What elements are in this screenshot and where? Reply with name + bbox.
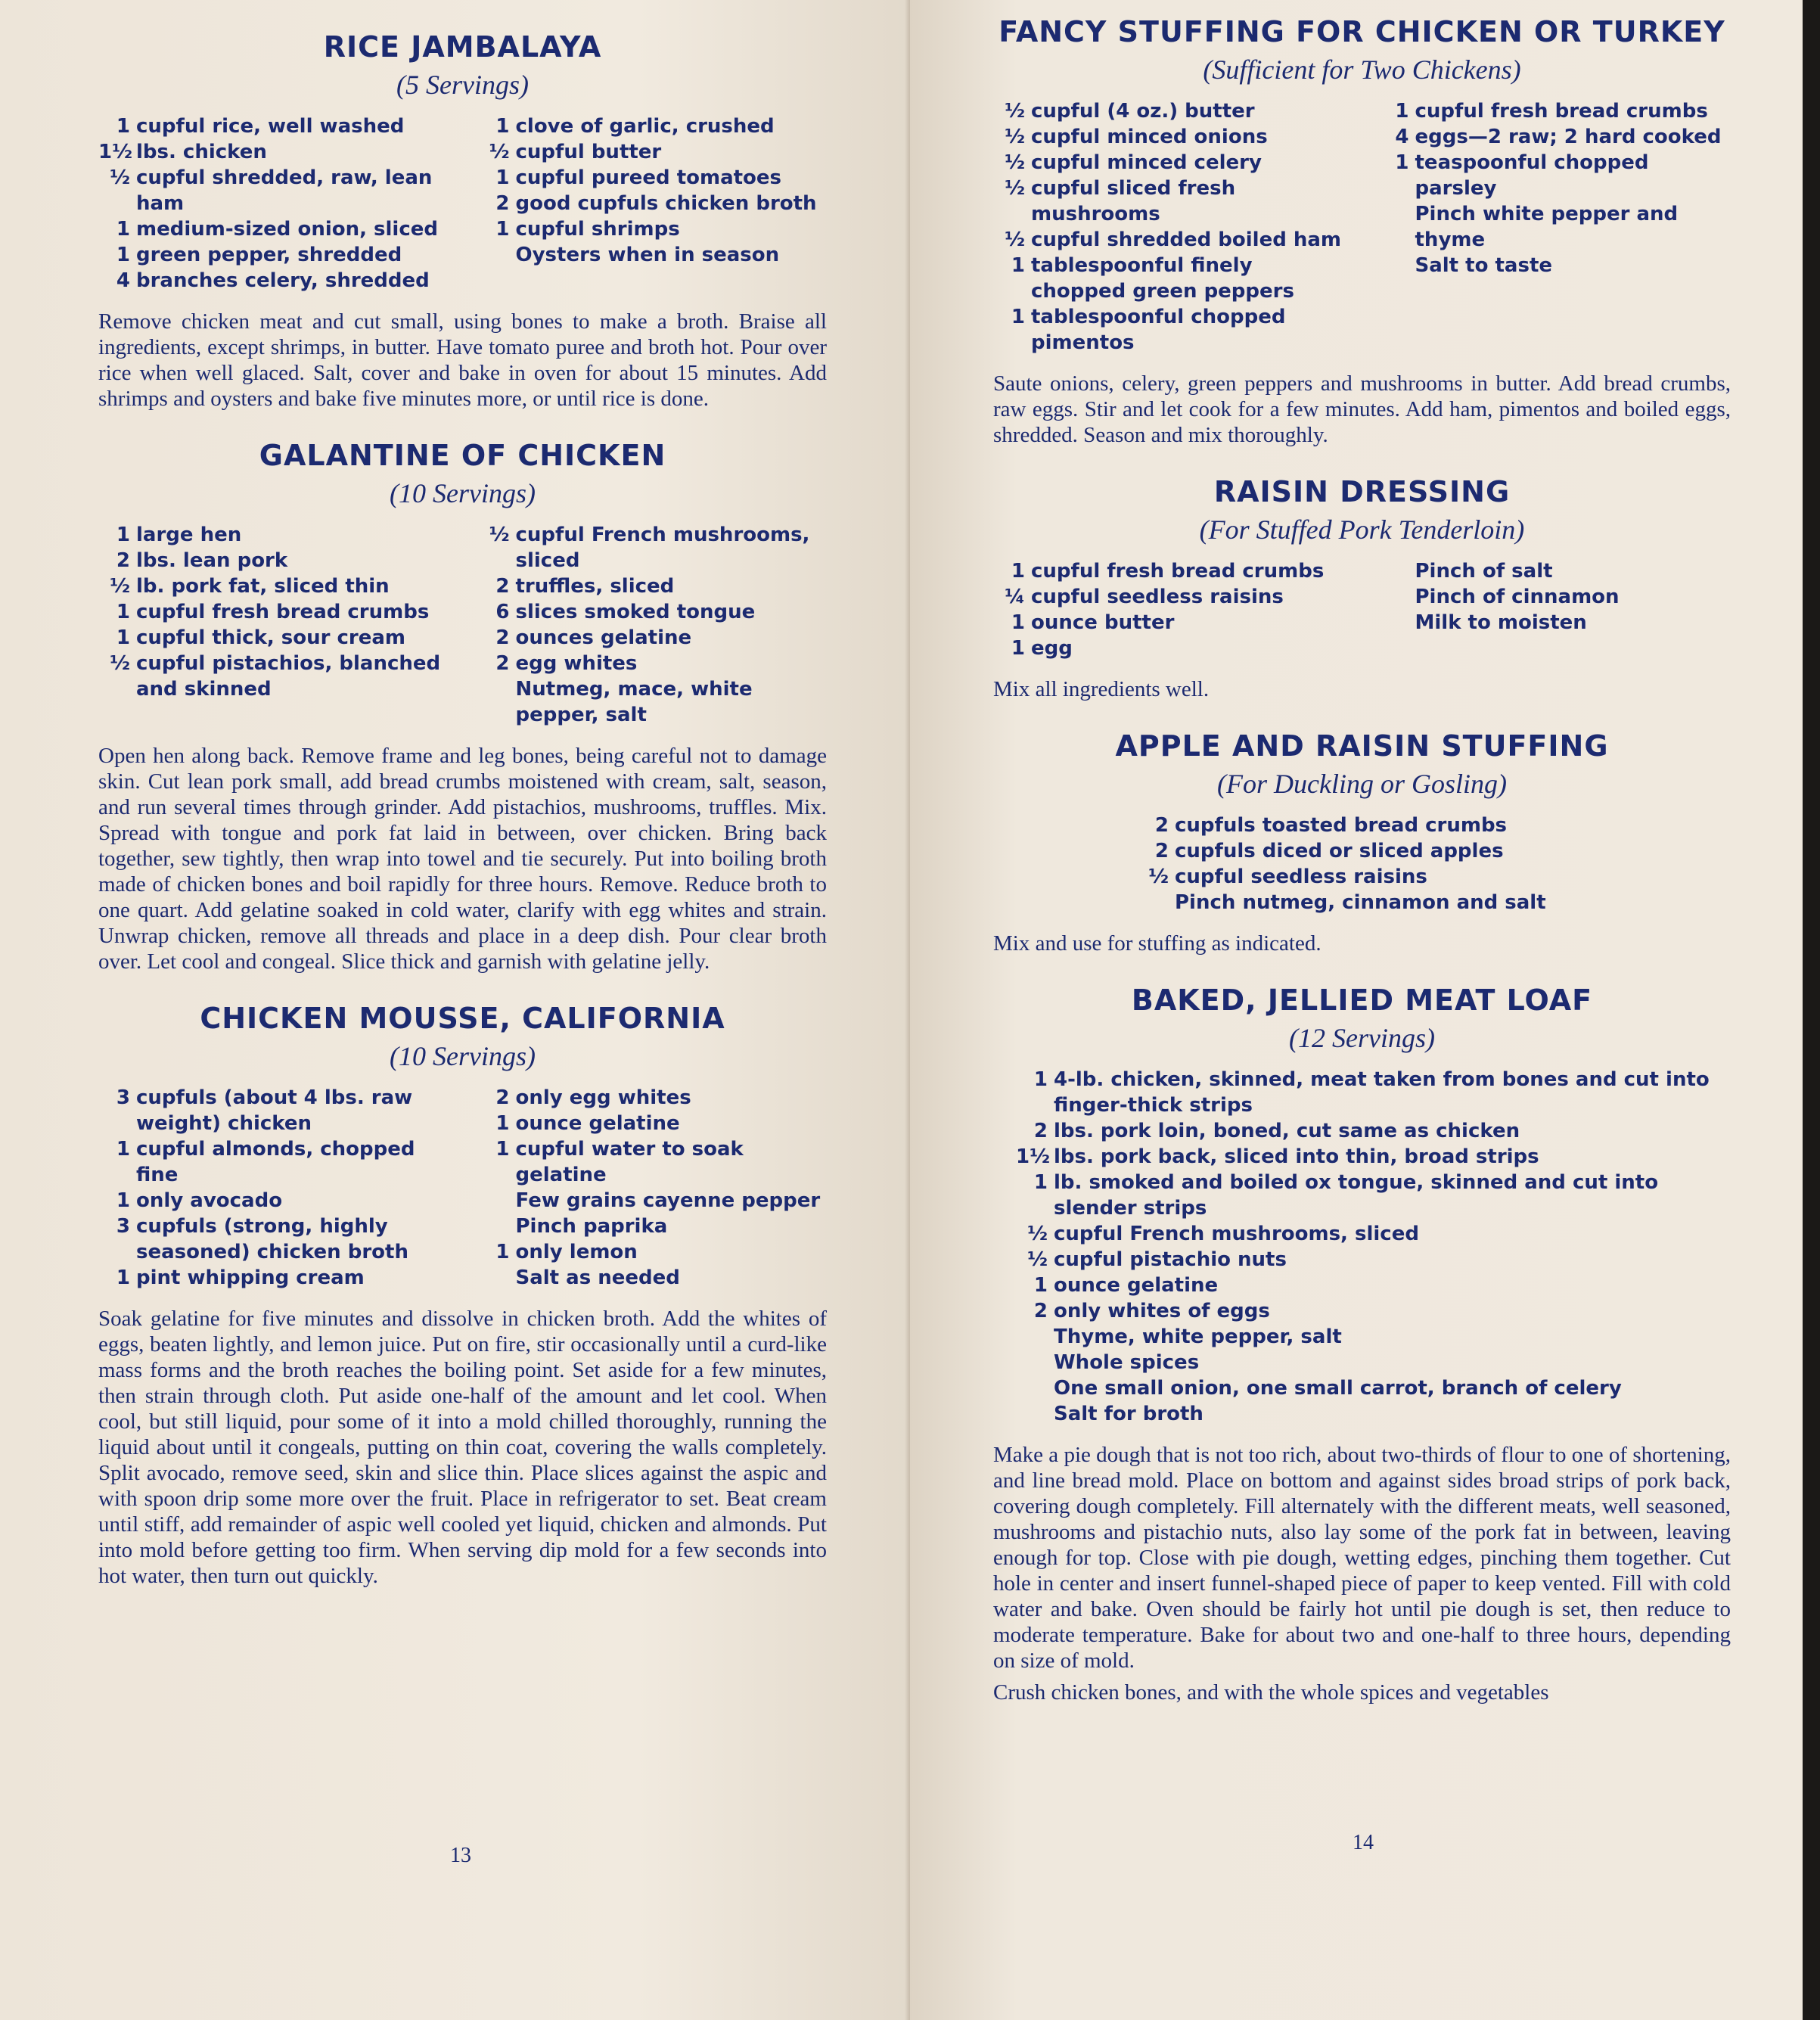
recipe-method: Saute onions, celery, green peppers and mushrooms in butter. Add bread crumbs, raw eggs. Stir and let cook for a few minutes. Add ham, pimentos and boiled eggs, shredded. Season and mix thoroughly.	[993, 371, 1731, 447]
recipe-title: CHICKEN MOUSSE, CALIFORNIA	[200, 1002, 725, 1035]
ingredient-item	[993, 610, 1347, 636]
ingredient-item	[993, 150, 1347, 176]
ingredient-text: ounces gelatine	[515, 626, 692, 649]
ingredient-text: slices smoked tongue	[515, 601, 756, 623]
ingredients	[98, 522, 827, 728]
recipe-method: Remove chicken meat and cut small, using bones to make a broth. Braise all ingredients, except shrimps, in butter. Have tomato puree and broth hot. Pour over rice when well glaced. Salt, cover and bake in oven for about 15 minutes. Add shrimps and oysters and bake five minutes more, or until rice is done.	[98, 309, 827, 411]
ingredient-item	[98, 242, 448, 268]
ingredient-quantity: ½	[1005, 126, 1025, 148]
ingredient-quantity: 1	[1011, 560, 1025, 583]
recipe-title: GALANTINE OF CHICKEN	[259, 439, 666, 472]
ingredient-item	[1377, 558, 1731, 584]
ingredient-text: tablespoonful chopped pimentos	[1031, 306, 1286, 354]
recipe-method: Mix and use for stuffing as indicated.	[993, 931, 1322, 956]
recipe-servings: (For Duckling or Gosling)	[1217, 769, 1507, 799]
ingredient-item	[478, 1136, 828, 1188]
ingredient-text: Salt to taste	[1415, 254, 1553, 277]
ingredient-item	[1377, 610, 1731, 636]
ingredient-quantity: 1	[116, 244, 130, 266]
recipe-section	[98, 30, 827, 412]
ingredient-text: Pinch of cinnamon	[1415, 586, 1620, 608]
ingredient-quantity: ½	[110, 166, 130, 189]
ingredient-item	[993, 636, 1347, 661]
ingredient-item	[1016, 1298, 1731, 1324]
ingredient-quantity: 1	[495, 1241, 510, 1263]
ingredient-quantity: 1	[1033, 1068, 1048, 1091]
ingredients	[993, 1067, 1731, 1427]
ingredient-quantity: ½	[1005, 177, 1025, 200]
ingredient-item	[478, 139, 828, 165]
ingredients	[993, 98, 1731, 356]
ingredient-quantity: 6	[495, 601, 510, 623]
ingredient-text: lbs. chicken	[136, 141, 267, 163]
ingredient-text: 4-lb. chicken, skinned, meat taken from bones and cut into finger-thick strips	[1054, 1068, 1710, 1117]
ingredient-item	[98, 599, 448, 625]
ingredient-quantity: 2	[495, 626, 510, 649]
ingredient-text: Thyme, white pepper, salt	[1054, 1325, 1342, 1348]
ingredient-item	[98, 522, 448, 548]
ingredient-text: Pinch nutmeg, cinnamon and salt	[1175, 891, 1546, 914]
ingredient-text: Oysters when in season	[515, 244, 780, 266]
ingredient-text: egg whites	[515, 652, 638, 675]
ingredient-item	[1137, 838, 1731, 864]
ingredient-list	[993, 98, 1347, 356]
ingredient-item	[478, 191, 828, 216]
ingredient-quantity: 1	[1033, 1171, 1048, 1194]
ingredient-item	[478, 216, 828, 242]
recipe-title: BAKED, JELLIED MEAT LOAF	[1131, 984, 1593, 1017]
recipe-method: Make a pie dough that is not too rich, about two-thirds of flour to one of shortening, and line bread mold. Place on bottom and against sides broad strips of pork back, covering dough completely. Fill alternately with the different meats, well seasoned, mushrooms and pistachio nuts, also lay some of the pork fat in between, leaving enough for top. Close with pie dough, wetting edges, pinching them together. Cut hole in center and insert funnel-shaped piece of paper to keep vented. Fill with cold water and bake. Oven should be fairly hot until pie dough is set, then reduce to moderate temperature. Bake for about two and one-half to three hours, depending on size of mold.	[993, 1443, 1731, 1673]
ingredients	[98, 113, 827, 294]
ingredient-text: lbs. lean pork	[136, 549, 288, 572]
ingredient-text: lb. smoked and boiled ox tongue, skinned and cut into slender strips	[1054, 1171, 1659, 1220]
ingredient-text: egg	[1031, 637, 1073, 660]
ingredient-item	[1377, 98, 1731, 124]
ingredient-list	[98, 522, 448, 728]
ingredient-text: cupful French mushrooms, sliced	[1054, 1223, 1419, 1245]
ingredient-text: cupful butter	[515, 141, 662, 163]
ingredient-item	[478, 1188, 828, 1214]
recipe-title: RICE JAMBALAYA	[323, 30, 602, 64]
recipe-servings: (5 Servings)	[396, 70, 529, 100]
ingredient-item	[478, 1239, 828, 1265]
ingredient-text: ounce gelatine	[515, 1112, 680, 1135]
ingredient-quantity: ½	[1005, 100, 1025, 123]
ingredient-list	[993, 813, 1731, 915]
ingredient-item	[1377, 584, 1731, 610]
ingredient-text: cupful rice, well washed	[136, 115, 405, 138]
ingredient-list	[478, 113, 828, 294]
ingredient-text: only whites of eggs	[1054, 1300, 1270, 1322]
ingredient-quantity: 1	[1011, 306, 1025, 328]
ingredient-text: cupful minced celery	[1031, 151, 1262, 174]
ingredient-text: cupful pistachios, blanched and skinned	[136, 652, 441, 701]
ingredient-quantity: 2	[1154, 840, 1169, 862]
ingredient-item	[1016, 1324, 1731, 1350]
ingredient-item	[1137, 813, 1731, 838]
ingredient-item	[993, 98, 1347, 124]
ingredient-text: ounce butter	[1031, 611, 1175, 634]
ingredient-item	[98, 113, 448, 139]
ingredient-list	[993, 558, 1347, 661]
ingredient-item	[478, 113, 828, 139]
ingredient-text: lbs. pork loin, boned, cut same as chicken	[1054, 1120, 1520, 1142]
ingredient-text: Pinch of salt	[1415, 560, 1553, 583]
ingredient-quantity: ½	[489, 524, 510, 546]
recipe-section	[98, 1002, 827, 1589]
ingredients	[98, 1085, 827, 1291]
recipe-method: Open hen along back. Remove frame and leg bones, being careful not to damage skin. Cut lean pork small, add bread crumbs moistened with cream, salt, season, and run several times through grinder. Add pistachios, mushrooms, truffles. Mix. Spread with tongue and pork fat laid in between, over chicken. Bring back together, sew tightly, then wrap into towel and tie securely. Put into boiling broth made of chicken bones and boil rapidly for three hours. Remove. Reduce broth to one quart. Add gelatine soaked in cold water, clarify with egg whites and strain. Unwrap chicken, remove all threads and place in a deep dish. Pour clear broth over. Let cool and congeal. Slice thick and garnish with gelatine jelly.	[98, 744, 827, 974]
ingredient-quantity: 2	[495, 575, 510, 598]
ingredient-quantity: 1	[116, 626, 130, 649]
ingredient-quantity: 1	[1011, 637, 1025, 660]
ingredient-item	[98, 573, 448, 599]
ingredient-item	[98, 268, 448, 294]
ingredient-text: truffles, sliced	[515, 575, 675, 598]
ingredient-item	[1016, 1118, 1731, 1144]
ingredient-quantity: 1	[1011, 611, 1025, 634]
ingredient-item	[1016, 1401, 1731, 1427]
ingredient-item	[1377, 201, 1731, 253]
ingredient-quantity: 1½	[98, 141, 133, 163]
ingredient-text: medium-sized onion, sliced	[136, 218, 439, 241]
ingredient-quantity: 2	[1033, 1300, 1048, 1322]
ingredient-text: only avocado	[136, 1189, 283, 1212]
page-number-right: 14	[1353, 1831, 1374, 1854]
ingredient-text: lb. pork fat, sliced thin	[136, 575, 390, 598]
recipe-section	[993, 729, 1731, 956]
recipe-title: RAISIN DRESSING	[1213, 475, 1511, 508]
ingredient-quantity: ½	[110, 652, 130, 675]
ingredient-item	[1016, 1144, 1731, 1170]
ingredient-text: cupful almonds, chopped fine	[136, 1138, 415, 1186]
ingredient-item	[98, 165, 448, 216]
ingredient-text: large hen	[136, 524, 242, 546]
ingredient-text: cupful water to soak gelatine	[515, 1138, 744, 1186]
ingredient-item	[478, 651, 828, 676]
ingredient-quantity: 1	[116, 218, 130, 241]
ingredient-item	[478, 573, 828, 599]
ingredient-item	[993, 124, 1347, 150]
ingredient-item	[98, 1188, 448, 1214]
ingredient-text: cupful shredded boiled ham	[1031, 228, 1342, 251]
ingredient-text: cupful thick, sour cream	[136, 626, 406, 649]
ingredient-quantity: 1	[1395, 151, 1409, 174]
ingredient-quantity: 1	[1033, 1274, 1048, 1297]
ingredient-quantity: 4	[1395, 126, 1409, 148]
recipe-section	[993, 475, 1731, 702]
ingredient-item	[478, 1111, 828, 1136]
ingredient-item	[98, 625, 448, 651]
recipe-method-continued: Crush chicken bones, and with the whole spices and vegetables	[993, 1680, 1549, 1705]
page-number-left: 13	[450, 1844, 471, 1867]
ingredient-quantity: 1	[116, 1189, 130, 1212]
ingredient-list	[98, 1085, 448, 1291]
ingredient-text: only egg whites	[515, 1086, 691, 1109]
ingredient-text: cupfuls (about 4 lbs. raw weight) chicken	[136, 1086, 413, 1135]
ingredient-text: eggs—2 raw; 2 hard cooked	[1415, 126, 1722, 148]
ingredient-quantity: 1	[116, 601, 130, 623]
ingredient-text: Nutmeg, mace, white pepper, salt	[515, 678, 753, 726]
recipe-method: Mix all ingredients well.	[993, 677, 1210, 701]
ingredient-text: lbs. pork back, sliced into thin, broad strips	[1054, 1145, 1539, 1168]
ingredient-text: Salt as needed	[515, 1266, 680, 1289]
ingredient-item	[993, 304, 1347, 356]
ingredient-text: tablespoonful finely chopped green peppers	[1031, 254, 1294, 303]
ingredient-quantity: 1	[1395, 100, 1409, 123]
ingredient-quantity: ¼	[1005, 586, 1025, 608]
ingredient-list	[98, 113, 448, 294]
ingredient-quantity: 1	[1011, 254, 1025, 277]
ingredient-quantity: 4	[116, 269, 130, 292]
ingredient-text: cupful shredded, raw, lean ham	[136, 166, 433, 215]
ingredient-item	[1016, 1221, 1731, 1247]
recipe-servings: (10 Servings)	[390, 478, 536, 508]
ingredient-text: cupful (4 oz.) butter	[1031, 100, 1255, 123]
ingredient-quantity: 2	[495, 1086, 510, 1109]
ingredient-item	[1377, 150, 1731, 201]
ingredient-list	[993, 1067, 1731, 1427]
ingredient-text: cupful pistachio nuts	[1054, 1248, 1287, 1271]
ingredient-quantity: 2	[495, 652, 510, 675]
ingredient-list	[1377, 558, 1731, 661]
ingredient-text: Milk to moisten	[1415, 611, 1587, 634]
recipe-servings: (Sufficient for Two Chickens)	[1203, 54, 1521, 85]
ingredient-quantity: 1½	[1016, 1145, 1051, 1168]
back-cover-edge	[1803, 0, 1820, 2020]
ingredient-text: One small onion, one small carrot, branch of celery	[1054, 1377, 1622, 1400]
ingredient-quantity: 1	[116, 1138, 130, 1161]
ingredient-quantity: 1	[495, 1138, 510, 1161]
ingredient-quantity: 1	[495, 115, 510, 138]
ingredient-item	[1016, 1350, 1731, 1375]
ingredient-text: pint whipping cream	[136, 1266, 365, 1289]
ingredient-text: cupful French mushrooms, sliced	[515, 524, 810, 572]
ingredient-text: cupful shrimps	[515, 218, 680, 241]
ingredient-quantity: ½	[1005, 228, 1025, 251]
ingredient-quantity: 1	[116, 1266, 130, 1289]
recipe-title: FANCY STUFFING FOR CHICKEN OR TURKEY	[999, 15, 1725, 48]
ingredient-item	[98, 1085, 448, 1136]
ingredient-list	[478, 1085, 828, 1291]
ingredient-text: cupful seedless raisins	[1175, 865, 1427, 888]
ingredient-text: cupfuls (strong, highly seasoned) chicken broth	[136, 1215, 408, 1263]
ingredient-text: Pinch paprika	[515, 1215, 668, 1238]
recipe-title: APPLE AND RAISIN STUFFING	[1115, 729, 1609, 763]
ingredient-text: clove of garlic, crushed	[515, 115, 775, 138]
ingredient-item	[478, 165, 828, 191]
ingredient-text: cupful fresh bread crumbs	[1031, 560, 1325, 583]
recipe-section	[993, 984, 1731, 1705]
ingredient-quantity: 1	[495, 1112, 510, 1135]
ingredient-quantity: 3	[116, 1215, 130, 1238]
ingredient-text: cupfuls toasted bread crumbs	[1175, 814, 1508, 837]
ingredients	[993, 813, 1731, 915]
ingredient-text: cupful minced onions	[1031, 126, 1268, 148]
recipe-servings: (For Stuffed Pork Tenderloin)	[1199, 514, 1525, 545]
ingredient-item	[1137, 890, 1731, 915]
ingredient-text: good cupfuls chicken broth	[515, 192, 817, 215]
ingredient-text: Few grains cayenne pepper	[515, 1189, 821, 1212]
ingredient-text: green pepper, shredded	[136, 244, 402, 266]
ingredient-text: cupful seedless raisins	[1031, 586, 1284, 608]
ingredient-item	[98, 139, 448, 165]
ingredient-list	[478, 522, 828, 728]
ingredient-item	[478, 1085, 828, 1111]
ingredient-item	[993, 253, 1347, 304]
ingredient-item	[98, 548, 448, 573]
ingredient-item	[478, 676, 828, 728]
ingredient-quantity: ½	[1005, 151, 1025, 174]
right-page	[910, 0, 1803, 2020]
ingredient-quantity: ½	[1148, 865, 1169, 888]
ingredient-quantity: 1	[116, 524, 130, 546]
ingredient-quantity: 1	[495, 218, 510, 241]
ingredient-text: cupful sliced fresh mushrooms	[1031, 177, 1236, 225]
recipe-method: Soak gelatine for five minutes and dissolve in chicken broth. Add the whites of eggs, beaten lightly, and lemon juice. Put on fire, stir occasionally until a curd-like mass forms and the broth reaches the boiling point. Set aside for a few minutes, then strain through cloth. Put aside one-half of the amount and let cool. When cool, but still liquid, pour some of it into a mold chilled thoroughly, running the liquid about until it congeals, putting on thin coat, covering the walls completely. Split avocado, remove seed, skin and slice thin. Place slices against the aspic and with spoon drip some more over the fruit. Place in refrigerator to set. Beat cream until stiff, add remainder of aspic well cooled yet liquid, chicken and almonds. Put into mold before getting too firm. When serving dip mold for a few seconds into hot water, then turn out quickly.	[98, 1307, 827, 1588]
ingredient-item	[993, 176, 1347, 227]
ingredient-text: Whole spices	[1054, 1351, 1200, 1374]
ingredient-text: Pinch white pepper and thyme	[1415, 203, 1679, 251]
ingredient-item	[98, 1214, 448, 1265]
ingredient-item	[478, 599, 828, 625]
ingredient-item	[478, 242, 828, 268]
recipe-section	[993, 15, 1731, 448]
ingredient-item	[1016, 1067, 1731, 1118]
ingredient-quantity: ½	[1027, 1223, 1048, 1245]
ingredient-item	[1016, 1375, 1731, 1401]
ingredient-item	[1016, 1273, 1731, 1298]
recipe-servings: (12 Servings)	[1289, 1023, 1435, 1053]
ingredient-item	[993, 584, 1347, 610]
ingredient-quantity: ½	[110, 575, 130, 598]
ingredient-item	[1016, 1170, 1731, 1221]
ingredient-item	[1137, 864, 1731, 890]
ingredient-item	[478, 522, 828, 573]
ingredient-item	[98, 216, 448, 242]
ingredient-item	[98, 651, 448, 702]
ingredient-text: cupful fresh bread crumbs	[1415, 100, 1708, 123]
ingredient-text: cupful pureed tomatoes	[515, 166, 782, 189]
ingredient-text: teaspoonful chopped parsley	[1415, 151, 1649, 200]
recipe-servings: (10 Servings)	[390, 1041, 536, 1071]
ingredient-item	[1016, 1247, 1731, 1273]
ingredient-quantity: 2	[1033, 1120, 1048, 1142]
ingredient-item	[1377, 124, 1731, 150]
ingredient-quantity: 1	[116, 115, 130, 138]
ingredient-quantity: ½	[1027, 1248, 1048, 1271]
ingredient-quantity: 2	[116, 549, 130, 572]
ingredient-text: cupful fresh bread crumbs	[136, 601, 430, 623]
ingredient-quantity: 2	[495, 192, 510, 215]
ingredient-text: only lemon	[515, 1241, 638, 1263]
ingredient-item	[478, 1214, 828, 1239]
ingredient-text: branches celery, shredded	[136, 269, 430, 292]
ingredients	[993, 558, 1731, 661]
recipe-section	[98, 439, 827, 974]
ingredient-quantity: ½	[489, 141, 510, 163]
ingredient-item	[478, 1265, 828, 1291]
ingredient-item	[98, 1136, 448, 1188]
ingredient-text: ounce gelatine	[1054, 1274, 1219, 1297]
ingredient-quantity: 1	[495, 166, 510, 189]
ingredient-item	[993, 558, 1347, 584]
ingredient-item	[993, 227, 1347, 253]
ingredient-item	[1377, 253, 1731, 278]
ingredient-quantity: 2	[1154, 814, 1169, 837]
ingredient-quantity: 3	[116, 1086, 130, 1109]
ingredient-item	[478, 625, 828, 651]
ingredient-text: cupfuls diced or sliced apples	[1175, 840, 1504, 862]
ingredient-text: Salt for broth	[1054, 1403, 1203, 1425]
ingredient-list	[1377, 98, 1731, 356]
ingredient-item	[98, 1265, 448, 1291]
